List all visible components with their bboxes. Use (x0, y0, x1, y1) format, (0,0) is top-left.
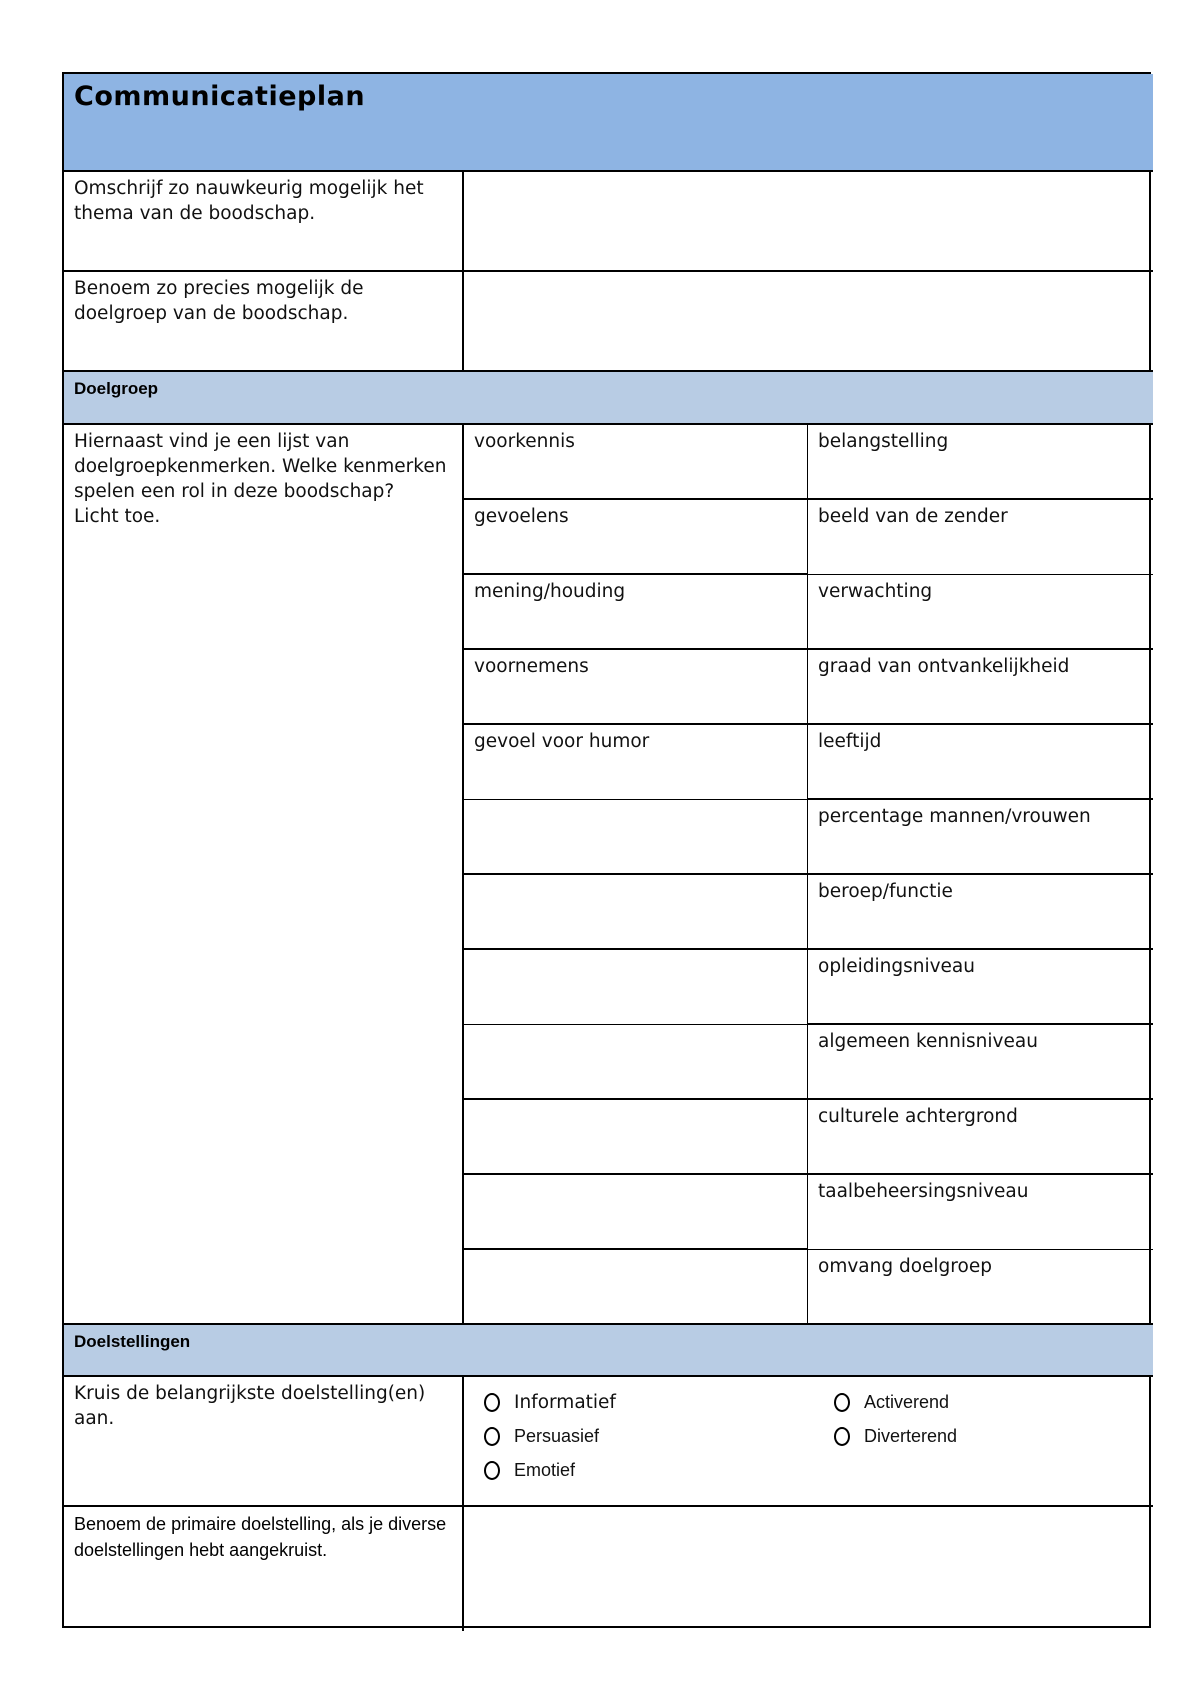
page-title: Communicatieplan (74, 81, 366, 112)
kenmerk-cell[interactable] (808, 575, 1153, 650)
kenmerk-cell[interactable] (464, 500, 808, 575)
doelstellingen-section-header (64, 1325, 1153, 1377)
kenmerk-cell[interactable] (464, 1100, 808, 1175)
kenmerken-instruction-cell (64, 425, 464, 1325)
kenmerk-label: beroep/functie (818, 881, 953, 902)
kenmerk-cell[interactable] (464, 725, 808, 800)
thema-label: Omschrijf zo nauwkeurig mogelijk het thema van de boodschap. (74, 178, 424, 224)
option-activerend[interactable] (834, 1385, 957, 1419)
kenmerk-label: beeld van de zender (818, 506, 1008, 527)
thema-answer-field[interactable] (464, 172, 1153, 272)
primair-label-cell (64, 1507, 464, 1631)
kenmerk-label: taalbeheersingsniveau (818, 1181, 1029, 1202)
kenmerk-cell[interactable] (808, 800, 1153, 875)
doelstelling-options (464, 1377, 1153, 1507)
kenmerken-instruction: Hiernaast vind je een lijst van doelgroepkenmerken. Welke kenmerken spelen een rol in deze boodschap? (74, 431, 447, 502)
kenmerken-instruction-toelichting: Licht toe. (74, 506, 161, 527)
doelgroep-label-cell (64, 272, 464, 372)
primair-label: Benoem de primaire doelstelling, als je diverse doelstellingen hebt aangekruist. (74, 1514, 447, 1560)
kenmerk-cell[interactable] (808, 875, 1153, 950)
radio-circle-icon[interactable] (834, 1427, 850, 1446)
kenmerk-label: gevoelens (474, 506, 569, 527)
kenmerk-label: graad van ontvankelijkheid (818, 656, 1070, 677)
communicatieplan-form (62, 72, 1151, 1628)
kenmerk-label: verwachting (818, 581, 933, 602)
radio-circle-icon[interactable] (484, 1427, 500, 1446)
kenmerk-label: mening/houding (474, 581, 626, 602)
radio-circle-icon[interactable] (484, 1461, 500, 1480)
kenmerk-cell[interactable] (464, 1250, 808, 1325)
kenmerk-label: omvang doelgroep (818, 1256, 992, 1277)
option-informatief[interactable] (484, 1385, 616, 1419)
kenmerk-cell[interactable] (464, 950, 808, 1025)
kenmerk-cell[interactable] (464, 650, 808, 725)
thema-label-cell (64, 172, 464, 272)
kenmerk-cell[interactable] (808, 1250, 1153, 1325)
kenmerk-cell[interactable] (808, 1025, 1153, 1100)
primair-answer-field[interactable] (464, 1507, 1153, 1631)
kenmerk-cell[interactable] (808, 500, 1153, 575)
option-emotief[interactable] (484, 1453, 616, 1487)
option-label: Persuasief (514, 1425, 600, 1446)
kenmerk-cell[interactable] (808, 1175, 1153, 1250)
kenmerk-label: opleidingsniveau (818, 956, 975, 977)
title-bar (64, 74, 1153, 172)
option-diverterend[interactable] (834, 1419, 957, 1453)
kenmerk-cell[interactable] (808, 725, 1153, 800)
kenmerk-label: voorkennis (474, 431, 575, 452)
doelgroep-label: Benoem zo precies mogelijk de doelgroep van de boodschap. (74, 278, 364, 324)
kenmerk-label: culturele achtergrond (818, 1106, 1018, 1127)
kenmerk-cell[interactable] (464, 425, 808, 500)
doelgroep-section-header (64, 372, 1153, 425)
kenmerk-cell[interactable] (808, 950, 1153, 1025)
option-label: Diverterend (864, 1425, 958, 1446)
kenmerk-cell[interactable] (464, 875, 808, 950)
doelgroep-answer-field[interactable] (464, 272, 1153, 372)
kenmerk-cell[interactable] (808, 425, 1153, 500)
kenmerk-label: belangstelling (818, 431, 949, 452)
kenmerk-label: voornemens (474, 656, 589, 677)
kenmerk-cell[interactable] (464, 575, 808, 650)
option-label: Informatief (514, 1391, 616, 1413)
doelstellingen-heading: Doelstellingen (74, 1332, 191, 1351)
kenmerk-label: leeftijd (818, 731, 882, 752)
option-label: Activerend (864, 1391, 950, 1412)
kenmerk-label: gevoel voor humor (474, 731, 650, 752)
radio-circle-icon[interactable] (484, 1393, 500, 1412)
option-persuasief[interactable] (484, 1419, 616, 1453)
kenmerk-label: percentage mannen/vrouwen (818, 806, 1091, 827)
kenmerk-cell[interactable] (808, 1100, 1153, 1175)
kruis-label-cell (64, 1377, 464, 1507)
kenmerk-cell[interactable] (464, 1175, 808, 1250)
kenmerk-label: algemeen kennisniveau (818, 1031, 1038, 1052)
doelgroep-heading: Doelgroep (74, 379, 159, 398)
kenmerk-cell[interactable] (464, 800, 808, 875)
radio-circle-icon[interactable] (834, 1393, 850, 1412)
kruis-label: Kruis de belangrijkste doelstelling(en) aan. (74, 1383, 426, 1429)
kenmerk-cell[interactable] (464, 1025, 808, 1100)
option-label: Emotief (514, 1459, 576, 1480)
kenmerk-cell[interactable] (808, 650, 1153, 725)
